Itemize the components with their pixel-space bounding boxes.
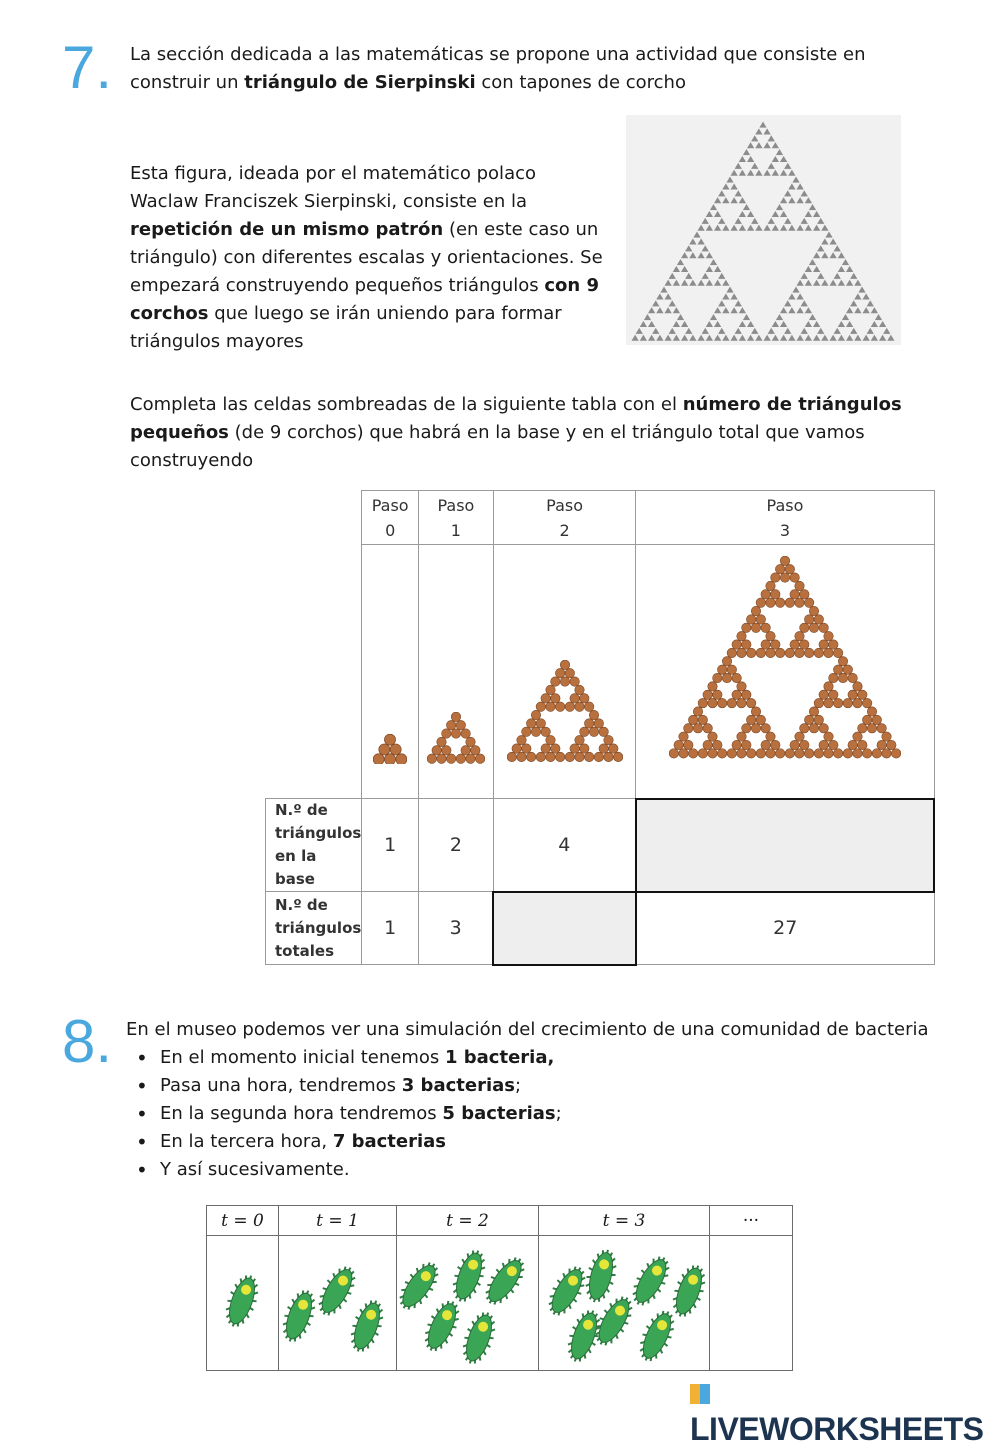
base-value-step-2: 4 xyxy=(493,799,636,892)
bacteria-icon xyxy=(279,1286,321,1346)
bacteria-cell-t3 xyxy=(538,1236,709,1371)
header-t3: t = 3 xyxy=(538,1206,709,1236)
total-value-step-3: 27 xyxy=(636,892,934,965)
q7-intro xyxy=(130,41,950,97)
q7-intro-text-b: con tapones de corcho xyxy=(475,72,686,93)
header-t0: t = 0 xyxy=(207,1206,279,1236)
bacteria-icon xyxy=(542,1261,593,1322)
list-item: • En la tercera hora, 7 bacterias xyxy=(160,1128,960,1156)
q7-desc-bold1: repetición de un mismo patrón xyxy=(130,219,444,240)
header-step-1: Paso 1 xyxy=(419,491,494,545)
sierpinski-table xyxy=(265,490,935,966)
bacteria-icon xyxy=(479,1251,533,1311)
bacteria-icon xyxy=(345,1296,389,1356)
q7-desc-bold2: con 9 corchos xyxy=(130,275,600,324)
cork-figure-step-3 xyxy=(636,545,934,799)
sierpinski-triangle-image xyxy=(626,115,901,345)
header-ellipsis: ··· xyxy=(709,1206,792,1236)
q7-desc-c: que luego se irán uniendo para formar triángulos mayores xyxy=(130,303,562,352)
total-value-step-0: 1 xyxy=(362,892,419,965)
base-value-step-1: 2 xyxy=(419,799,494,892)
base-value-step-0: 1 xyxy=(362,799,419,892)
bacteria-table xyxy=(206,1205,793,1371)
q7-task-bold: número de triángulos pequeños xyxy=(130,394,902,443)
cork-figure-step-0 xyxy=(362,545,419,799)
bacteria-icon xyxy=(626,1251,677,1312)
q7-task-b: (de 9 corchos) que habrá en la base y en el triángulo total que vamos construyendo xyxy=(130,422,865,471)
bacteria-cell-t1 xyxy=(278,1236,396,1371)
bacteria-icon xyxy=(634,1306,682,1366)
header-t1: t = 1 xyxy=(278,1206,396,1236)
table-corner-2 xyxy=(266,545,362,799)
list-item: • En el momento inicial tenemos 1 bacteria, xyxy=(160,1044,960,1072)
q7-task-a: Completa las celdas sombreadas de la siguiente tabla con el xyxy=(130,394,683,415)
question-number-7: 7. xyxy=(62,34,113,101)
bacteria-cell-empty xyxy=(709,1236,792,1371)
list-item: • Pasa una hora, tendremos 3 bacterias; xyxy=(160,1072,960,1100)
header-step-0: Paso 0 xyxy=(362,491,419,545)
row-label-total: N.º de triángulos totales xyxy=(266,892,362,965)
question-number-8: 8. xyxy=(62,1008,113,1075)
bacteria-icon xyxy=(581,1246,622,1305)
logo-text: LIVEWORKSHEETS xyxy=(690,1411,984,1447)
bacteria-icon xyxy=(447,1246,491,1306)
logo-icon xyxy=(690,1384,710,1404)
q7-intro-bold: triángulo de Sierpinski xyxy=(244,72,476,93)
bacteria-cell-t0 xyxy=(207,1236,279,1371)
total-value-step-1: 3 xyxy=(419,892,494,965)
q8-intro: En el museo podemos ver una simulación del crecimiento de una comunidad de bacteria xyxy=(126,1019,929,1040)
bacteria-icon xyxy=(457,1308,501,1366)
bacteria-cell-t2 xyxy=(396,1236,538,1371)
list-item: • Y así sucesivamente. xyxy=(160,1156,960,1184)
bacteria-icon xyxy=(667,1261,708,1321)
header-step-3: Paso 3 xyxy=(636,491,934,545)
header-step-2: Paso 2 xyxy=(493,491,636,545)
bacteria-icon xyxy=(419,1296,467,1357)
q7-desc-a: Esta figura, ideada por el matemático polaco Waclaw Franciszek Sierpinski, consiste en la xyxy=(130,163,537,212)
list-item: • En la segunda hora tendremos 5 bacterias; xyxy=(160,1100,960,1128)
table-corner xyxy=(266,491,362,545)
bacteria-icon xyxy=(397,1256,446,1316)
liveworksheets-logo xyxy=(690,1374,1000,1448)
answer-base-step-3[interactable] xyxy=(636,799,934,892)
cork-figure-step-2 xyxy=(493,545,636,799)
bacteria-icon xyxy=(220,1271,264,1331)
row-label-base: N.º de triángulos en la base xyxy=(266,799,362,892)
q8-bullet-list xyxy=(126,1044,960,1184)
q7-task xyxy=(130,391,930,475)
bacteria-icon xyxy=(312,1261,363,1322)
q7-description xyxy=(130,160,610,356)
answer-total-step-2[interactable] xyxy=(493,892,636,965)
cork-figure-step-1 xyxy=(419,545,494,799)
q7-intro-text-a: La sección dedicada a las matemáticas se propone una actividad que consiste en construir un xyxy=(130,44,866,93)
header-t2: t = 2 xyxy=(396,1206,538,1236)
q7-desc-b: (en este caso un triángulo) con diferentes escalas y orientaciones. Se empezará construyendo pequeños triángulos xyxy=(130,219,603,296)
